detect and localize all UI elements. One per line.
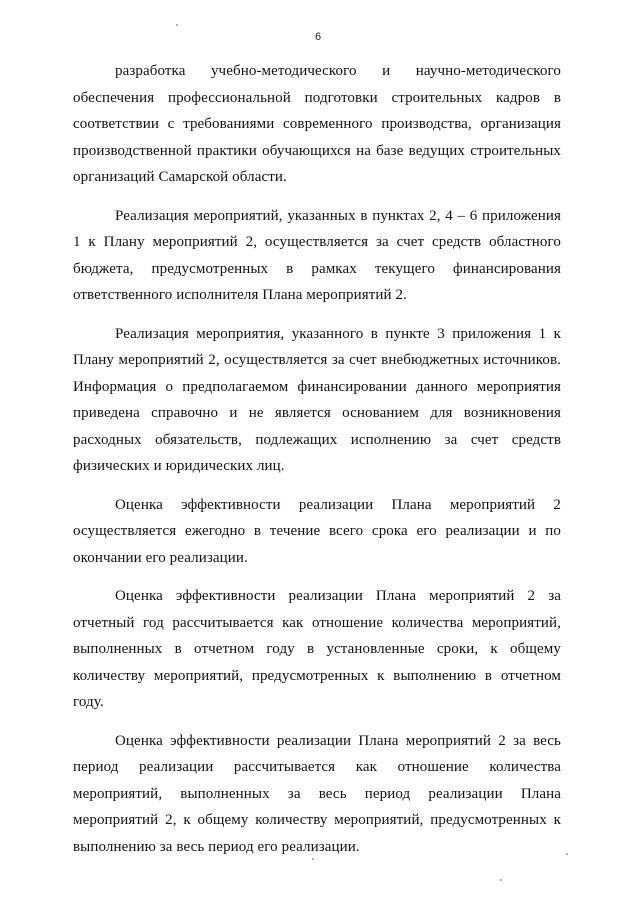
- paragraph: Оценка эффективности реализации Плана мероприятий 2 за отчетный год рассчитывается как отношение количества мероприятий, выполненных в отчетном году в установленные сроки, к общему количеству мероприятий, предусмотренных к выполнению в отчетном году.: [73, 588, 561, 710]
- page-number: 6: [314, 31, 322, 43]
- paragraph: Реализация мероприятий, указанных в пунктах 2, 4 – 6 приложения 1 к Плану мероприятий 2, осуществляется за счет средств областного бюджета, предусмотренных в рамках текущего финансирования ответственного исполнителя Плана мероприятий 2.: [73, 207, 561, 303]
- document-body: [73, 58, 561, 872]
- paragraph: Оценка эффективности реализации Плана мероприятий 2 осуществляется ежегодно в течение всего срока его реализации и по окончании его реализации.: [73, 496, 561, 566]
- scan-artifact: [566, 853, 568, 855]
- paragraph: Реализация мероприятия, указанного в пункте 3 приложения 1 к Плану мероприятий 2, осуществляется за счет внебюджетных источников. Информация о предполагаемом финансировании данного мероприятия приведена справочно и не является основанием для возникновения расходных обязательств, подлежащих исполнению за счет средств физических и юридических лиц.: [73, 325, 561, 474]
- scan-artifact: [500, 879, 502, 881]
- scan-artifact: [312, 858, 314, 860]
- scan-artifact: [176, 24, 178, 26]
- paragraph: Оценка эффективности реализации Плана мероприятий 2 за весь период реализации рассчитывается как отношение количества мероприятий, выполненных за весь период реализации Плана мероприятий 2, к общему количеству мероприятий, предусмотренных к выполнению за весь период его реализации.: [73, 732, 561, 855]
- paragraph: разработка учебно-методического и научно-методического обеспечения профессиональной подготовки строительных кадров в соответствии с требованиями современного производства, организация производственной практики обучающихся на базе ведущих строительных организаций Самарской области.: [73, 63, 561, 185]
